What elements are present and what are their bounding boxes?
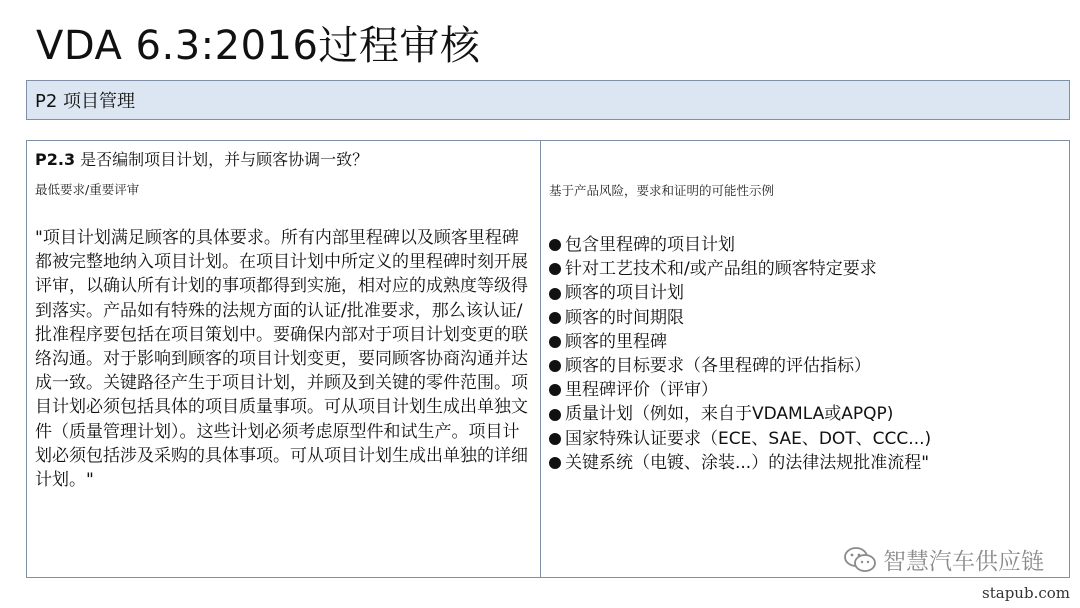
bullet-icon	[549, 384, 561, 396]
section-header	[26, 80, 1070, 120]
requirement-text: "项目计划满足顾客的具体要求。所有内部里程碑以及顾客里程碑都被完整地纳入项目计划。在项目计划中所定义的里程碑时刻开展评审，以确认所有计划的事项都得到实施，相对应的成熟度等级得到落实。产品如有特殊的法规方面的认证/批准要求，那么该认证/批准程序要包括在项目策划中。要确保内部对于项目计划变更的联络沟通。对于影响到顾客的项目计划变更，要同顾客协商沟通并达成一致。关键路径产生于项目计划，并顾及到关键的零件范围。项目计划必须包括具体的项目质量事项。可从项目计划生成出单独文件（质量管理计划）。这些计划必须考虑原型件和试生产。项目计划必须包括涉及采购的具体事项。可从项目计划生成出单独的详细计划。"	[35, 228, 528, 491]
list-item: 国家特殊认证要求（ECE、SAE、DOT、CCC...)	[549, 427, 1061, 451]
requirements-table	[26, 140, 1070, 578]
question	[35, 147, 532, 170]
examples-label: 基于产品风险，要求和证明的可能性示例	[549, 183, 775, 198]
list-item: 顾客的项目计划	[549, 281, 1061, 305]
watermark-text: 智慧汽车供应链	[883, 549, 1044, 575]
bullet-icon	[549, 312, 561, 324]
list-item: 质量计划（例如，来自于VDAMLA或APQP)	[549, 402, 1061, 426]
bullet-icon	[549, 433, 561, 445]
page-title: VDA 6.3:2016过程审核	[36, 23, 481, 69]
bullet-icon	[549, 239, 561, 251]
bullet-icon	[549, 457, 561, 469]
bullet-icon	[549, 263, 561, 275]
watermark	[843, 543, 1044, 576]
list-item: 关键系统（电镀、涂装...）的法律法规批准流程"	[549, 451, 1061, 475]
question-id: P2.3	[35, 150, 76, 169]
question-text: 是否编制项目计划，并与顾客协调一致？	[75, 150, 369, 169]
site-url: stapub.com	[982, 584, 1070, 602]
bullet-icon	[549, 360, 561, 372]
section-title: P2 项目管理	[35, 91, 136, 112]
list-item: 里程碑评价（评审）	[549, 378, 1061, 402]
examples-list	[549, 233, 1061, 475]
requirements-column	[27, 141, 541, 577]
list-item: 顾客的里程碑	[549, 330, 1061, 354]
wechat-icon	[843, 546, 877, 574]
examples-column	[541, 141, 1069, 577]
list-item: 包含里程碑的项目计划	[549, 233, 1061, 257]
list-item: 顾客的目标要求（各里程碑的评估指标）	[549, 354, 1061, 378]
min-requirements-label: 最低要求/重要评审	[35, 182, 140, 197]
bullet-icon	[549, 288, 561, 300]
list-item: 顾客的时间期限	[549, 306, 1061, 330]
bullet-icon	[549, 336, 561, 348]
list-item: 针对工艺技术和/或产品组的顾客特定要求	[549, 257, 1061, 281]
bullet-icon	[549, 409, 561, 421]
